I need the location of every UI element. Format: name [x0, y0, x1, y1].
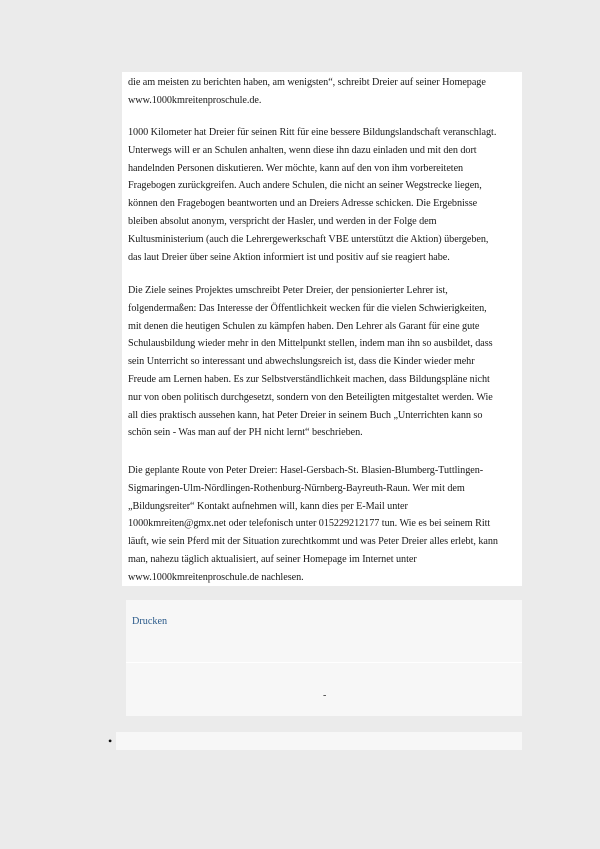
divider: [126, 662, 522, 663]
article-paragraph: Die Ziele seines Projektes umschreibt Peter Dreier, der pensionierter Lehrer ist, folgendermaßen: Das Interesse der Öffentlichkeit wecken für die vielen Schwierigkeiten, mit denen die heutigen Schulen zu kämpfen haben. Den Lehrer als Garant für eine gute Schulausbildung wieder mehr in den Mittelpunkt stellen, indem man ihn so ausbildet, dass sein Unterricht so interessant und abwechslungsreich ist, dass die Kinder wieder mehr Freude am Lernen haben. Es zur Selbstverständlichkeit machen, dass Bildungspläne nicht nur von oben politisch durchgesetzt, sondern von den Beteiligten mitgestaltet werden. Wie all dies praktisch aussehen kann, hat Peter Dreier in seinem Buch „Unterrichten kann so schön sein - Was man auf der PH nicht lernt“ beschrieben.: [128, 285, 493, 439]
article-paragraph: 1000 Kilometer hat Dreier für seinen Ritt für eine bessere Bildungslandschaft veranschlagt. Unterwegs will er an Schulen anhalten, wenn diese ihn dazu einladen und mit den dort handelnden Personen diskutieren. Wer möchte, kann auf den von ihm vorbereiteten Fragebogen zurückgreifen. Auch andere Schulen, die nicht an seiner Wegstrecke liegen, können den Fragebogen beantworten und an Dreiers Adresse schicken. Die Ergebnisse bleiben absolut anonym, verspricht der Hasler, und werden in der Folge dem Kultusministerium (auch die Lehrergewerkschaft VBE unterstützt die Aktion) übergeben, das laut Dreier über seine Aktion informiert ist und positiv auf sie reagiert habe.: [128, 127, 497, 263]
article-paragraph: Die geplante Route von Peter Dreier: Hasel-Gersbach-St. Blasien-Blumberg-Tuttlingen- Sigmaringen-Ulm-Nördlingen-Rothenburg-Nürnberg-Bayreuth-Raun. Wer mit dem „Bildungsreiter“ Kontakt aufnehmen will, kann dies per E-Mail unter 1000kmreiten@gmx.net oder telefonisch unter 015229212177 tun. Wie es bei seinem Ritt läuft, wie sein Pferd mit der Situation zurechtkommt und was Peter Dreier alles erlebt, kann man, nahezu täglich aktualisiert, auf seiner Homepage im Internet unter www.1000kmreitenproschule.de nachlesen.: [128, 465, 498, 583]
article-paragraph: die am meisten zu berichten haben, am wenigsten“, schreibt Dreier auf seiner Homepage www.1000kmreitenproschule.de.: [128, 77, 486, 106]
print-link[interactable]: Drucken: [132, 616, 168, 627]
bottom-bar: [116, 732, 522, 750]
separator-dash: -: [323, 690, 327, 701]
list-bullet: •: [108, 734, 113, 748]
print-section: [126, 600, 522, 716]
article-body: [122, 72, 522, 586]
